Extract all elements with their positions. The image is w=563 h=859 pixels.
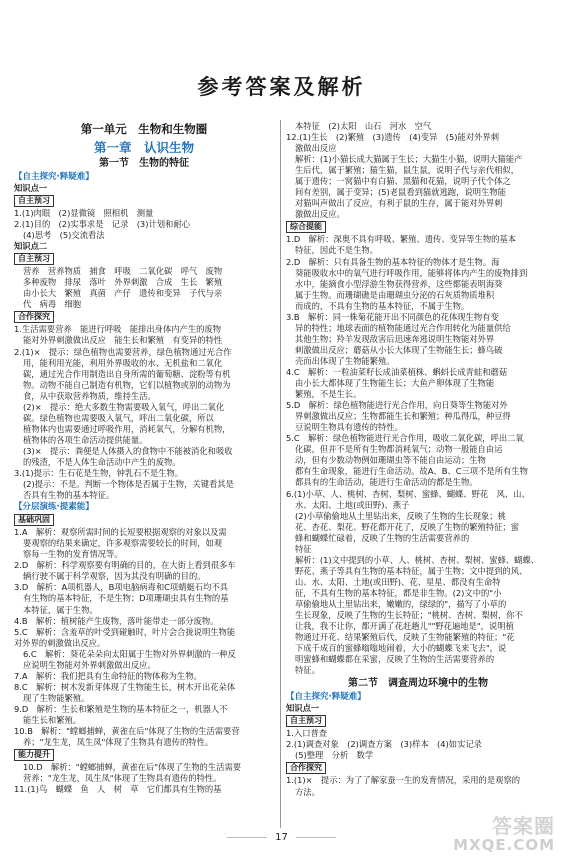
text-line: 解析：(1)小猫长成大猫属于生长；大猫生小猫，说明大猫能产 bbox=[295, 154, 523, 165]
band-heading: 【分层演练·提素能】 bbox=[14, 502, 94, 513]
boxed-subheading: 基础巩固 bbox=[14, 514, 54, 526]
text-line: 碳。绿色植物也需要吸入氧气，呼出二氧化碳，所以 bbox=[23, 412, 214, 423]
text-line: 本特征 (2)太阳 山石 河水 空气 bbox=[295, 121, 432, 131]
text-line: 有生物的基本特征，不是生物；D项珊瑚虫具有生物的基 bbox=[23, 593, 229, 604]
left-column bbox=[14, 121, 274, 795]
boxed-subheading: 能力提升 bbox=[14, 749, 54, 761]
text-line: 激做出反应 bbox=[295, 143, 337, 154]
boxed-subheading: 自主预习 bbox=[286, 715, 326, 727]
text-line: 物。动物不能自己制造有机物，它们以植物或别的动物为 bbox=[23, 379, 231, 390]
boxed-subheading: 自主预习 bbox=[14, 253, 54, 265]
text-line: 应说明生物能对外界刺激做出反应。 bbox=[23, 659, 156, 670]
text-line: 植物体的各项生命活动提供能量。 bbox=[23, 434, 148, 445]
text-line: 动，但有少数动物例如珊瑚虫等不能自由运动；生物 bbox=[295, 455, 486, 466]
text-line: 解析：(1)文中提到的小草、人、桃树、杏树、梨树、蜜蜂、蝴蝶、 bbox=[295, 554, 540, 565]
text-line: 属于遗传；一窝猫中有白猫、黑猫和花猫，说明子代个体之 bbox=[295, 176, 511, 187]
text-line: 壳而出体现了生物能繁殖。 bbox=[295, 355, 395, 366]
text-line: 3.(1)提示：生石花是生物，钟乳石不是生物。 bbox=[14, 468, 184, 479]
text-line: 生长现象，反映了生物的生长特征；"桃树、杏树、梨树，你不 bbox=[295, 610, 523, 621]
text-line: 1.入口普查 bbox=[286, 728, 328, 739]
text-line: 野花、燕子等具有生物的基本特征，属于生物；文中提到的风、 bbox=[295, 565, 528, 576]
text-line: 界刺激做出反应；生物都能生长和繁殖；种瓜得瓜，种豆得 bbox=[295, 411, 511, 422]
text-line: 植物体内也需要通过呼吸作用，消耗氧气，分解有机物， bbox=[23, 423, 231, 434]
knowledge-point-heading: 知识点一 bbox=[14, 183, 48, 193]
text-line: 2.D 解析：科学观察要有明确的目的，在大街上看到很多车 bbox=[14, 560, 236, 571]
section-title: 第一节 生物的特征 bbox=[99, 158, 189, 169]
text-line: (2)小草偷偷地从土里钻出来，反映了生物的生长现象；桃 bbox=[295, 510, 506, 521]
text-line: 明蜜蜂和蝴蝶都在采蜜，反映了生物的生活需要营养的 bbox=[295, 654, 495, 665]
text-line: 豆说明生物具有遗传的特性。 bbox=[295, 422, 403, 433]
page-number: 17 bbox=[275, 832, 288, 843]
text-line: 特征。 bbox=[295, 665, 320, 676]
text-line: 让我，我不让你，都开满了花赶趟儿""野花遍地是"，说明植 bbox=[295, 621, 514, 632]
text-line: 4.C 解析：一粒油菜籽长成油菜植株、蝌蚪长成青蛙和蘑菇 bbox=[286, 366, 508, 377]
text-line: 食，从中获取营养物质，维持生活。 bbox=[23, 390, 156, 401]
text-line: 繁殖，不是生长。 bbox=[295, 389, 362, 400]
subheading-row bbox=[14, 513, 274, 527]
text-line: 4.B 解析：植树能产生废物，落叶能带走一部分废物。 bbox=[14, 615, 219, 626]
text-line: 6.C 解析：葵花朵朵向太阳属于生物对外界刺激的一种反 bbox=[23, 648, 236, 659]
page-number-rule-right bbox=[296, 837, 336, 838]
band-heading: 【自主探究·释疑难】 bbox=[286, 692, 366, 703]
text-line: 5.D 解析：绿色植物能进行光合作用，向日葵等生物能对外 bbox=[286, 400, 508, 411]
band-heading: 【自主探究·释疑难】 bbox=[14, 172, 94, 182]
text-line: 本特征，属于生物。 bbox=[23, 604, 98, 615]
text-line: 葵能吸收水中的氧气进行呼吸作用，能够将体内产生的废物排到 bbox=[295, 267, 528, 278]
text-line: 由小长大都体现了生物能生长；大鱼产卵体现了生物能 bbox=[295, 378, 495, 389]
text-line: 水中，能摘食小型浮游生物获得营养，这些都能表明海葵 bbox=[295, 278, 503, 289]
text-line: 5.C 解析：绿色植物能进行光合作用，吸收二氧化碳，呼出二氧 bbox=[286, 433, 524, 444]
subheading-row bbox=[286, 220, 550, 234]
text-line: 对猫叫声做出了反应，有利于鼠的生存，属于能对外界刺 bbox=[295, 198, 503, 209]
text-line: 多种废物 排尿 落叶 外界刺激 合成 生长 繁殖 bbox=[23, 277, 223, 288]
text-line: 3.D 解析：A项机器人，B项电脑病毒和C项蜻蜓石均不具 bbox=[14, 582, 228, 593]
text-line: 察每一生物的发育情况等。 bbox=[23, 549, 123, 560]
column-divider bbox=[280, 120, 281, 828]
subheading-row bbox=[14, 310, 274, 324]
page-number-rule-left bbox=[227, 837, 267, 838]
unit-title: 第一单元 生物和生物圈 bbox=[80, 122, 208, 136]
boxed-subheading: 综合提能 bbox=[286, 221, 326, 233]
text-line: 辆行驶不属于科学观察，因为其没有明确的目的。 bbox=[23, 571, 206, 582]
text-line: 养；"龙生龙，凤生凤"体现了生物具有遗传的特性。 bbox=[23, 737, 214, 748]
text-line: 2.(1)目的 (2)实事求是 记录 (3)计划和耐心 bbox=[14, 219, 190, 230]
text-line: 碳，通过光合作用制造出自身所需的葡萄糖、淀粉等有机 bbox=[23, 368, 231, 379]
text-line: (2)提示：不是。判断一个物体是否属于生物，关键看其是 bbox=[23, 479, 234, 490]
text-line: 异的特性；地球表面的植物能通过光合作用转化为能量供给 bbox=[295, 322, 511, 333]
text-line: 1.D 解析：深奥不具有呼吸、繁殖、遗传、变异等生物的基本 bbox=[286, 234, 517, 245]
text-line: 6.(1)小草、人、桃树、杏树、梨树、蜜蜂、蝴蝶、野花 风、山、 bbox=[286, 488, 530, 499]
subheading-row bbox=[286, 714, 550, 728]
text-line: 9.D 解析：生长和繁殖是生物的基本特征之一，机器人不 bbox=[14, 703, 228, 714]
text-line: 1.A 解析：观察所需时间的长短要根据观察的对象以及需 bbox=[14, 527, 227, 538]
text-line: 2.D 解析：只有具备生物的基本特征的物体才是生物。海 bbox=[286, 256, 500, 267]
text-line: 都有生命现象，能进行生命活动。故A、B、C三项不是所有生物 bbox=[295, 466, 528, 477]
text-line: 山、水、太阳、土地(或田野)、花、星星、都没有生命特 bbox=[295, 576, 501, 587]
subheading-row bbox=[14, 194, 274, 208]
watermark-line1: 答案圈 bbox=[492, 814, 555, 838]
subheading-row bbox=[14, 252, 274, 266]
boxed-subheading: 自主预习 bbox=[14, 195, 54, 207]
text-line: (2)× 提示：绝大多数生物需要吸入氧气，呼出二氧化 bbox=[23, 401, 225, 412]
text-line: 营养 营养物质 捕食 呼吸 二氧化碳 呼气 废物 bbox=[23, 266, 223, 277]
text-line: 能对外界刺激做出反应 能生长和繁殖 有变异的特性 bbox=[23, 335, 223, 346]
knowledge-point-heading: 知识点一 bbox=[286, 703, 320, 714]
text-line: 蜂和蝴蝶忙碌着，反映了生物的生活需要营养的 bbox=[295, 532, 470, 543]
text-line: 要观察的结果来确定，许多观察需要较长的时间，如观 bbox=[23, 538, 223, 549]
text-line: (5)整理 分析 数学 bbox=[295, 750, 374, 761]
text-line: 而成的，不具有生物的基本特征，不属于生物。 bbox=[295, 300, 470, 311]
text-line: 1.(1)肉眼 (2)显微镜 照相机 测量 bbox=[14, 208, 154, 219]
text-line: 否具有生物的基本特征。 bbox=[23, 490, 115, 501]
text-line: 10.B 解析："螳螂捕蝉，黄雀在后"体现了生物的生活需要营 bbox=[14, 726, 240, 737]
chapter-title: 第一章 认识生物 bbox=[93, 140, 194, 155]
text-line: 化碳，但并不是所有生物都消耗氧气；动物一般能自由运 bbox=[295, 444, 503, 455]
text-line: 2.(1)× 提示：绿色植物也需要营养，绿色植物通过光合作 bbox=[14, 346, 232, 357]
text-line: 刺激做出反应；蘑菇从小长大体现了生物能生长；蜂鸟破 bbox=[295, 344, 503, 355]
text-line: 下成千成百的蜜蜂嗡嗡地闹着，大小的蝴蝶飞来飞去"，说 bbox=[295, 643, 507, 654]
text-line: 8.C 解析：树木发新芽体现了生物能生长，树木开出花朵体 bbox=[14, 681, 236, 692]
text-line: 1.(1)× 提示：为了了解家蚕一生的发育情况，采用的是观察的 bbox=[286, 775, 521, 786]
watermark-line2: MXQE.COM bbox=[453, 836, 555, 854]
text-line: 其他生物；羚羊发现敌害后迅速奔逃说明生物能对外界 bbox=[295, 333, 495, 344]
text-line: 属于生物。而珊瑚礁是由珊瑚虫分泌的石灰质物质堆积 bbox=[295, 289, 495, 300]
text-line: (4)思考 (5)交流看法 bbox=[23, 230, 105, 241]
text-line: 花、杏花、梨花、野花都开花了，反映了生物的繁殖特征；蜜 bbox=[295, 521, 520, 532]
text-line: 1.生活需要营养 能进行呼吸 能排出身体内产生的废物 bbox=[14, 324, 222, 335]
text-line: 11.(1)鸟 蝴蝶 鱼 人 树 草 它们都具有生物的基 bbox=[14, 784, 222, 795]
text-line: 征，不具有生物的基本特征，都是非生物。(2)文中的"小 bbox=[295, 587, 502, 598]
subheading-row bbox=[286, 761, 550, 775]
subheading-row bbox=[14, 748, 274, 762]
text-line: 能生长和繁殖。 bbox=[23, 714, 82, 725]
text-line: 3.B 解析：同一株菊花能开出不同颜色的花体现生物有变 bbox=[286, 311, 499, 322]
boxed-subheading: 合作探究 bbox=[286, 762, 326, 774]
text-line: 12.(1)生长 (2)繁殖 (3)遗传 (4)变异 (5)能对外界刺 bbox=[286, 132, 500, 143]
knowledge-point-heading: 知识点二 bbox=[14, 241, 48, 252]
text-line: 草偷偷地从土里钻出来，嫩嫩的，绿绿的"，描写了小草的 bbox=[295, 598, 507, 609]
right-column bbox=[286, 121, 550, 798]
text-line: 生后代，属于繁殖；猫生猫，鼠生鼠，说明子代与亲代相似， bbox=[295, 165, 520, 176]
text-line: 用，能利用光能，利用外界吸收的水、无机盐和二氧化 bbox=[23, 357, 223, 368]
boxed-subheading: 合作探究 bbox=[14, 311, 54, 323]
text-line: 代 病毒 细胞 bbox=[23, 299, 82, 310]
text-line: 特征，因此不是生物。 bbox=[295, 245, 378, 256]
text-line: 营养；"龙生龙，凤生凤"体现了生物具有遗传的特性。 bbox=[23, 773, 222, 784]
text-line: 2.(1)调查对象 (2)调查方案 (3)样本 (4)如实记录 bbox=[286, 739, 482, 750]
text-line: 水、太阳、土地(或田野)、燕子 bbox=[295, 499, 410, 510]
text-line: 物通过开花、结果繁殖后代，反映了生物能繁殖的特征；"花 bbox=[295, 632, 515, 643]
text-line: (3)× 提示：粪便是人体摄入的食物中不能被消化和吸收 bbox=[23, 445, 233, 456]
text-line: 10.D 解析："螳螂捕蝉，黄雀在后"体现了生物的生活需要 bbox=[23, 762, 242, 773]
page-title: 参考答案及解析 bbox=[197, 74, 366, 99]
text-line: 间有差别，属于变异；(5)老鼠看到猫就逃跑，说明生物能 bbox=[295, 187, 506, 198]
watermark-logo bbox=[437, 815, 555, 853]
text-line: 方法。 bbox=[295, 786, 320, 797]
text-line: 特征 bbox=[295, 543, 312, 554]
section-title: 第二节 调查周边环境中的生物 bbox=[348, 678, 488, 690]
text-line: 现了生物能繁殖。 bbox=[23, 692, 90, 703]
text-line: 7.A 解析：我们把具有生命特征的物体称为生物。 bbox=[14, 670, 202, 681]
text-line: 由小长大 繁殖 真菌 产仔 遗传和变异 子代与亲 bbox=[23, 288, 223, 299]
text-line: 5.C 解析：含羞草的叶受到碰触时，叶片会合拢说明生物能 bbox=[14, 626, 236, 637]
text-line: 的残渣，不是人体生命活动中产生的废物。 bbox=[23, 456, 181, 467]
text-line: 都具有的生命活动，能进行生命活动的都是生物。 bbox=[295, 477, 478, 488]
text-line: 对外界的刺激做出反应。 bbox=[14, 637, 106, 648]
text-line: 激做出反应。 bbox=[295, 209, 345, 220]
